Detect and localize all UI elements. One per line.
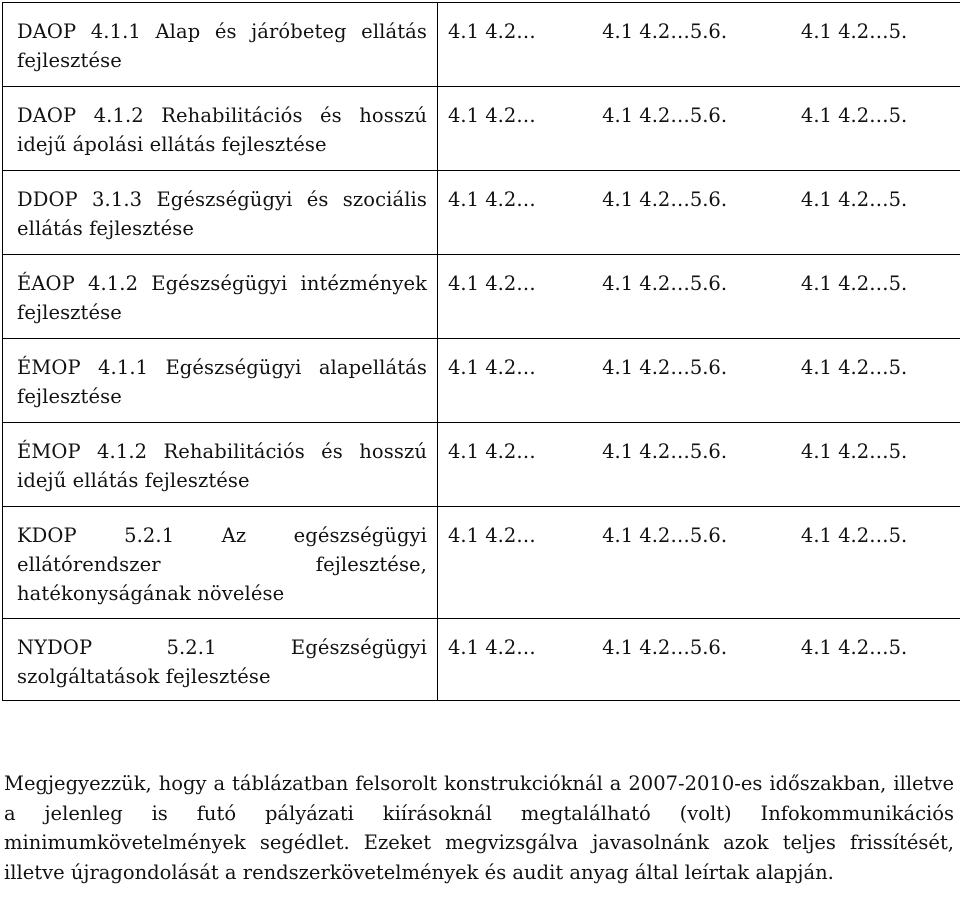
code-c: 4.1 4.2…5.	[800, 188, 908, 211]
code-a: 4.1 4.2…	[448, 104, 536, 127]
code-c: 4.1 4.2…5.	[800, 272, 908, 295]
code-b: 4.1 4.2…5.6.	[602, 272, 728, 295]
code-c: 4.1 4.2…5.	[800, 356, 908, 379]
codes-cell	[438, 3, 960, 87]
code-b: 4.1 4.2…5.6.	[602, 20, 728, 43]
code-c: 4.1 4.2…5.	[800, 524, 908, 547]
codes-cell	[438, 507, 960, 619]
table-row	[3, 255, 960, 339]
program-cell	[3, 507, 438, 619]
program-name: KDOP 5.2.1 Az egészségügyi ellátórendszer fejlesztése, hatékonyságának növelése	[17, 524, 427, 605]
table-row	[3, 507, 960, 619]
codes-cell	[438, 339, 960, 423]
program-table	[2, 2, 960, 701]
program-name: ÉAOP 4.1.2 Egészségügyi intézmények fejlesztése	[17, 272, 427, 324]
code-b: 4.1 4.2…5.6.	[602, 524, 728, 547]
program-cell	[3, 619, 438, 701]
codes-cell	[438, 619, 960, 701]
table-row	[3, 619, 960, 701]
code-a: 4.1 4.2…	[448, 188, 536, 211]
program-name: ÉMOP 4.1.2 Rehabilitációs és hosszú idejű ellátás fejlesztése	[17, 440, 427, 492]
program-name: DAOP 4.1.2 Rehabilitációs és hosszú idejű ápolási ellátás fejlesztése	[17, 104, 427, 156]
program-cell	[3, 171, 438, 255]
program-cell	[3, 3, 438, 87]
table-row	[3, 339, 960, 423]
program-cell	[3, 339, 438, 423]
code-b: 4.1 4.2…5.6.	[602, 440, 728, 463]
program-name: DAOP 4.1.1 Alap és járóbeteg ellátás fejlesztése	[17, 20, 427, 72]
code-c: 4.1 4.2…5.	[800, 636, 908, 659]
table-row	[3, 423, 960, 507]
program-name: ÉMOP 4.1.1 Egészségügyi alapellátás fejlesztése	[17, 356, 427, 408]
codes-cell	[438, 171, 960, 255]
code-a: 4.1 4.2…	[448, 20, 536, 43]
program-cell	[3, 87, 438, 171]
program-name: NYDOP 5.2.1 Egészségügyi szolgáltatások fejlesztése	[17, 636, 427, 688]
code-c: 4.1 4.2…5.	[800, 440, 908, 463]
code-b: 4.1 4.2…5.6.	[602, 356, 728, 379]
codes-cell	[438, 423, 960, 507]
code-a: 4.1 4.2…	[448, 636, 536, 659]
code-a: 4.1 4.2…	[448, 524, 536, 547]
code-c: 4.1 4.2…5.	[800, 104, 908, 127]
table-row	[3, 3, 960, 87]
table-row	[3, 87, 960, 171]
program-cell	[3, 423, 438, 507]
code-a: 4.1 4.2…	[448, 356, 536, 379]
code-a: 4.1 4.2…	[448, 272, 536, 295]
codes-cell	[438, 255, 960, 339]
note-paragraph: Megjegyezzük, hogy a táblázatban felsorolt konstrukcióknál a 2007-2010-es időszakban, illetve a jelenleg is futó pályázati kiírásoknál megtalálható (volt) Infokommunikációs minimumkövetelmények segédlet. Ezeket megvizsgálva javasolnánk azok teljes frissítését, illetve újragondolását a rendszerkövetelmények és audit anyag által leírtak alapján.	[4, 772, 954, 884]
table-row	[3, 171, 960, 255]
code-b: 4.1 4.2…5.6.	[602, 636, 728, 659]
program-name: DDOP 3.1.3 Egészségügyi és szociális ellátás fejlesztése	[17, 188, 427, 240]
code-a: 4.1 4.2…	[448, 440, 536, 463]
code-b: 4.1 4.2…5.6.	[602, 104, 728, 127]
program-cell	[3, 255, 438, 339]
code-b: 4.1 4.2…5.6.	[602, 188, 728, 211]
code-c: 4.1 4.2…5.	[800, 20, 908, 43]
codes-cell	[438, 87, 960, 171]
